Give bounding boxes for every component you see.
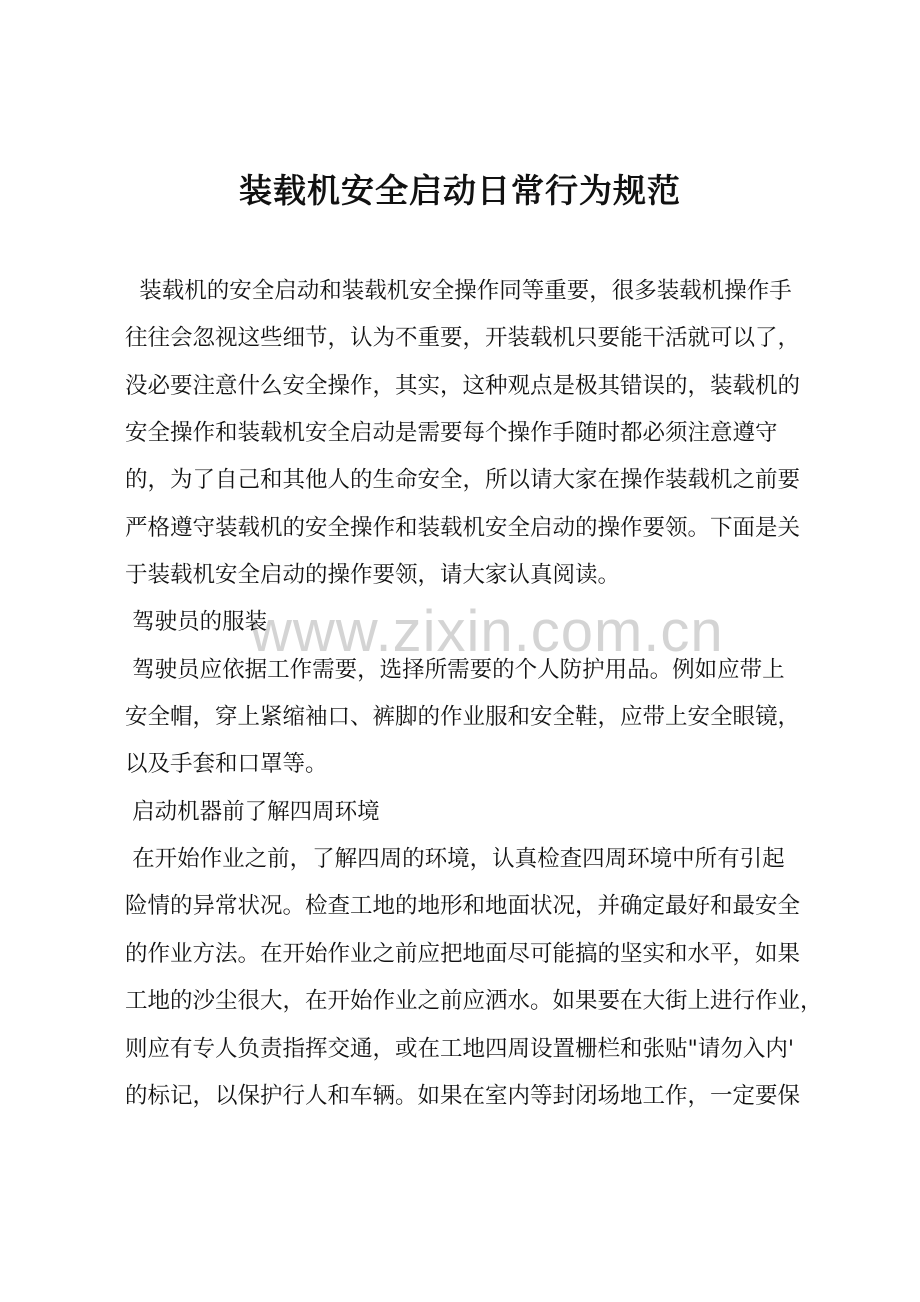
text-line: 在开始作业之前，了解四周的环境，认真检查四周环境中所有引起	[125, 846, 785, 873]
text-line: 驾驶员应依据工作需要，选择所需要的个人防护用品。例如应带上	[125, 656, 785, 683]
section-heading: 启动机器前了解四周环境	[125, 798, 380, 825]
text-line: 则应有专人负责指挥交通，或在工地四周设置栅栏和张贴"请勿入内'	[125, 1035, 795, 1062]
watermark: www.zixin.com.cn	[250, 599, 724, 664]
text-line: 没必要注意什么安全操作，其实，这种观点是极其错误的，装载机的	[125, 372, 801, 399]
text-line: 以及手套和口罩等。	[125, 751, 328, 778]
text-line: 的标记，以保护行人和车辆。如果在室内等封闭场地工作，一定要保	[125, 1082, 801, 1109]
text-line: 安全操作和装载机安全启动是需要每个操作手随时都必须注意遵守	[125, 420, 778, 447]
text-line: 工地的沙尘很大，在开始作业之前应洒水。如果要在大街上进行作业，	[125, 988, 823, 1015]
text-line: 严格遵守装载机的安全操作和装载机安全启动的操作要领。下面是关	[125, 514, 801, 541]
text-line: 的，为了自己和其他人的生命安全，所以请大家在操作装载机之前要	[125, 467, 801, 494]
text-line: 往往会忽视这些细节，认为不重要，开装载机只要能干活就可以了，	[125, 325, 801, 352]
section-heading: 驾驶员的服装	[125, 609, 268, 636]
document-body	[125, 268, 825, 1120]
text-line: 装载机的安全启动和装载机安全操作同等重要，很多装载机操作手	[125, 278, 792, 304]
text-line: 险情的异常状况。检查工地的地形和地面状况，并确定最好和最安全	[125, 893, 801, 920]
text-line: 安全帽，穿上紧缩袖口、裤脚的作业服和安全鞋，应带上安全眼镜，	[125, 704, 801, 731]
text-line: 的作业方法。在开始作业之前应把地面尽可能搞的坚实和水平，如果	[125, 940, 801, 967]
document-title: 装载机安全启动日常行为规范	[239, 171, 681, 210]
text-line: 于装载机安全启动的操作要领，请大家认真阅读。	[125, 562, 621, 589]
